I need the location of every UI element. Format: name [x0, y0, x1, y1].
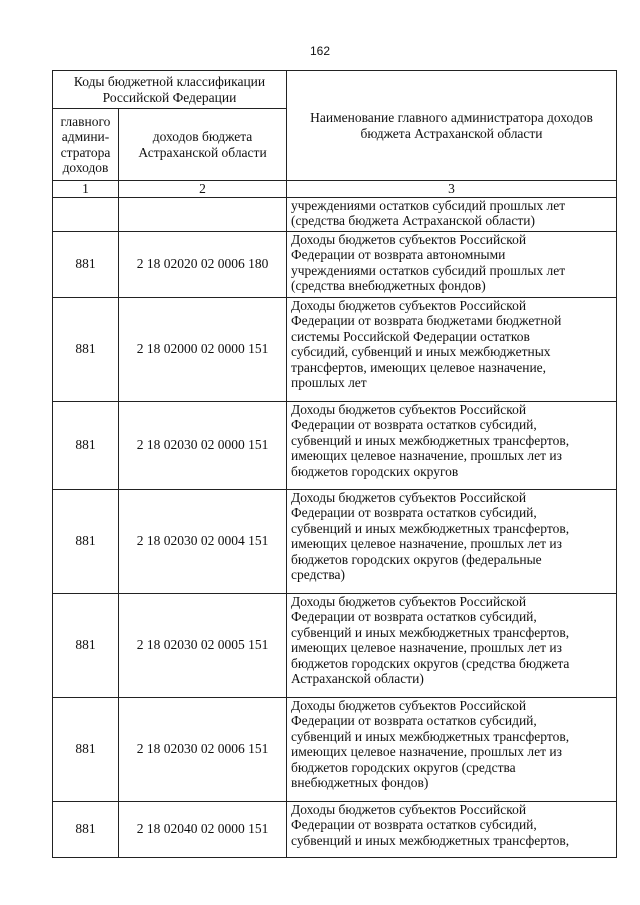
description-cell [287, 593, 617, 697]
income-code-cell: 2 18 02030 02 0005 151 [119, 593, 287, 697]
income-code-cell: 2 18 02030 02 0006 151 [119, 697, 287, 801]
admin-code-cell: 881 [53, 697, 119, 801]
table-row [53, 297, 617, 401]
admin-code-cell: 881 [53, 801, 119, 857]
description-cell [287, 231, 617, 297]
table-row [53, 489, 617, 593]
income-code-cell: 2 18 02030 02 0000 151 [119, 401, 287, 489]
description-cell [287, 697, 617, 801]
description-text: Доходы бюджетов субъектов Российской Федерации от возврата автономными учреждениями остатков субсидий прошлых лет (средства внебюджетных фондов) [291, 231, 566, 293]
table-body [53, 197, 617, 857]
income-code-cell: 2 18 02000 02 0000 151 [119, 297, 287, 401]
table-row [53, 801, 617, 857]
description-text: Доходы бюджетов субъектов Российской Федерации от возврата бюджетами бюджетной системы Российской Федерации остатков субсидий, субвенций и иных межбюджетных трансфертов, имеющих целевое назначение, прошлых лет [291, 297, 562, 390]
description-cell [287, 297, 617, 401]
income-code-cell: 2 18 02020 02 0006 180 [119, 231, 287, 297]
description-cell [287, 401, 617, 489]
description-cell [287, 197, 617, 231]
admin-code-cell: 881 [53, 297, 119, 401]
header-admin-name: Наименование главного администратора доходов бюджета Астраханской области [287, 71, 617, 181]
budget-classification-table [52, 70, 617, 858]
table-row [53, 697, 617, 801]
description-text: Доходы бюджетов субъектов Российской Федерации от возврата остатков субсидий, субвенций и иных межбюджетных трансфертов, имеющих целевое назначение, прошлых лет из бюджетов городских округов (федеральные средства) [291, 489, 570, 582]
header-chief-admin: главного админи-стратора доходов [53, 109, 119, 181]
table-row [53, 401, 617, 489]
header-group-codes: Коды бюджетной классификации Российской Федерации [53, 71, 287, 109]
description-text: Доходы бюджетов субъектов Российской Федерации от возврата остатков субсидий, субвенций и иных межбюджетных трансфертов, [291, 801, 570, 848]
income-code-cell [119, 197, 287, 231]
table-row [53, 231, 617, 297]
admin-code-cell [53, 197, 119, 231]
income-code-cell: 2 18 02040 02 0000 151 [119, 801, 287, 857]
column-number-1: 1 [53, 181, 119, 198]
table-row [53, 197, 617, 231]
admin-code-cell: 881 [53, 231, 119, 297]
description-text: Доходы бюджетов субъектов Российской Федерации от возврата остатков субсидий, субвенций и иных межбюджетных трансфертов, имеющих целевое назначение, прошлых лет из бюджетов городских округов (средства внебюджетных фондов) [291, 697, 570, 790]
page-number: 162 [309, 44, 331, 58]
column-number-2: 2 [119, 181, 287, 198]
description-cell [287, 489, 617, 593]
column-number-3: 3 [287, 181, 617, 198]
income-code-cell: 2 18 02030 02 0004 151 [119, 489, 287, 593]
description-text: учреждениями остатков субсидий прошлых лет (средства бюджета Астраханской области) [291, 197, 566, 228]
admin-code-cell: 881 [53, 489, 119, 593]
admin-code-cell: 881 [53, 401, 119, 489]
description-text: Доходы бюджетов субъектов Российской Федерации от возврата остатков субсидий, субвенций и иных межбюджетных трансфертов, имеющих целевое назначение, прошлых лет из бюджетов городских округов [291, 401, 570, 479]
table-row [53, 593, 617, 697]
description-cell [287, 801, 617, 857]
header-regional-income: доходов бюджета Астраханской области [119, 109, 287, 181]
admin-code-cell: 881 [53, 593, 119, 697]
description-text: Доходы бюджетов субъектов Российской Федерации от возврата остатков субсидий, субвенций и иных межбюджетных трансфертов, имеющих целевое назначение, прошлых лет из бюджетов городских округов (средства бюджета Астраханской области) [291, 593, 570, 686]
